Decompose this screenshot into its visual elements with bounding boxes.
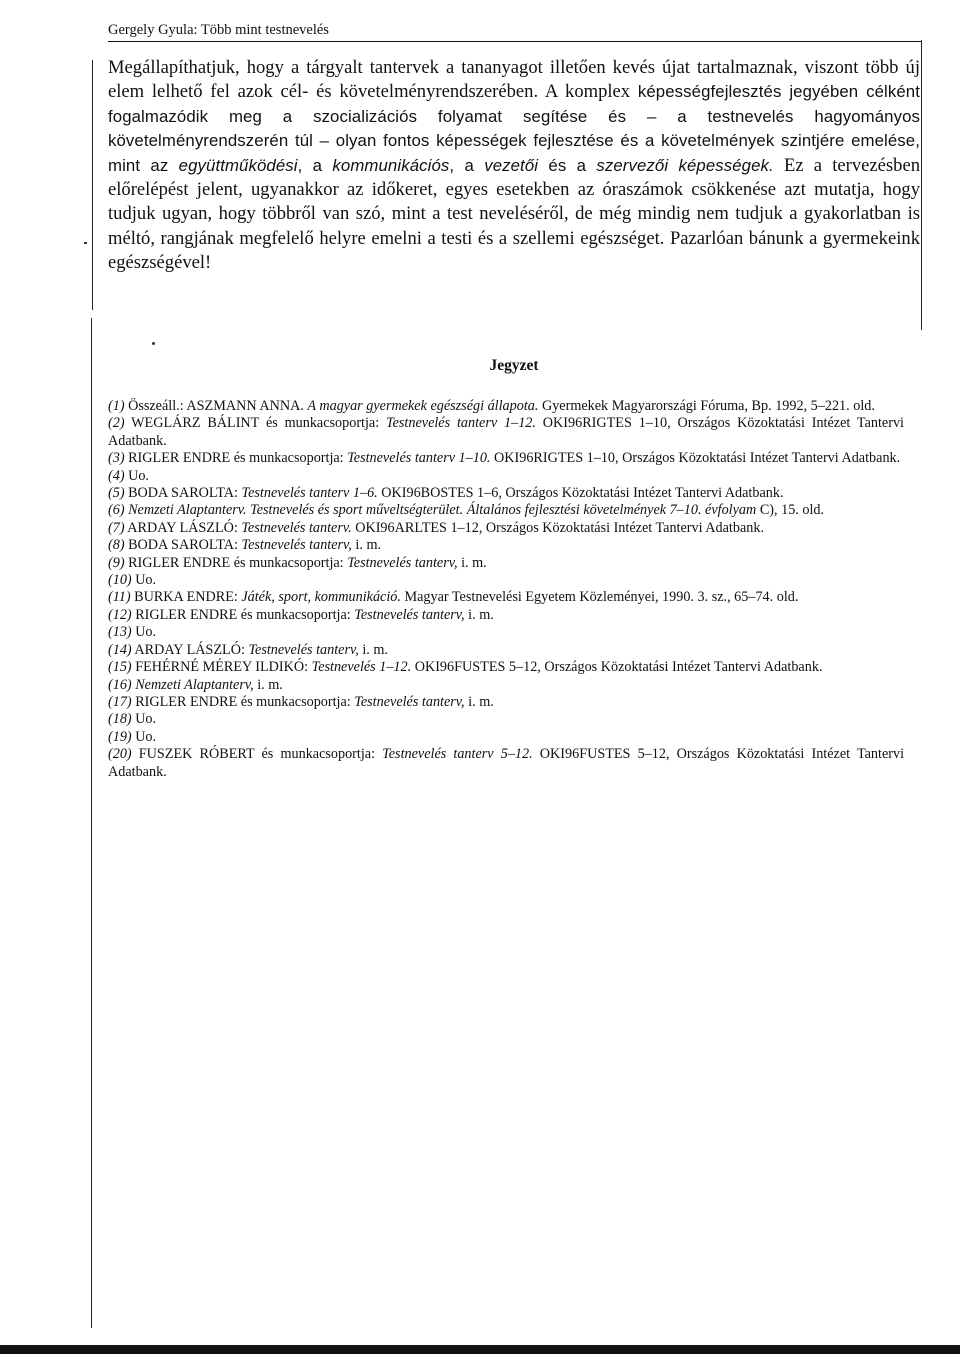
footnote-item bbox=[108, 450, 904, 467]
footnote-title: Nemzeti Alaptanterv, bbox=[135, 676, 254, 693]
footnote-number: (5) bbox=[108, 485, 125, 502]
footnote-text: Uo. bbox=[124, 467, 149, 484]
right-margin-line bbox=[921, 40, 922, 330]
footnote-item bbox=[108, 729, 904, 746]
footnote-text: Uo. bbox=[131, 711, 157, 728]
footnote-title: Testnevelés tanterv. bbox=[241, 519, 352, 536]
footnote-title: Testnevelés tanterv, bbox=[354, 606, 465, 623]
body-text-1: Megállapíthatjuk, hogy a tárgyalt tantervek a tananyagot illetően kevés újat tartalmaznak, viszont több új elem lelhető fel azok cél- és követelményrendszerében. A komplex bbox=[108, 57, 920, 103]
footnote-item bbox=[108, 694, 904, 711]
footnote-text: FUSZEK RÓBERT és munkacsoportja: bbox=[131, 746, 383, 763]
footnote-text: ARDAY LÁSZLÓ: bbox=[124, 519, 242, 536]
body-text-3: Ez a tervezésben előrelépést jelent, ugyanakkor az időkeret, egyes esetekben az óraszámok csökkenése azt mutatja, hogy tudjuk ugyan, hogy többről van szó, mint a test neveléséről, de még mindig nem tudjuk a gyakorlatban is méltó, rangjának megfelelő helyre emelni a testi és a szellemi egészséget. Pazarlóan bánunk a gyermekeink egészségével! bbox=[108, 154, 920, 274]
footnote-number: (1) bbox=[108, 398, 125, 414]
footnote-item bbox=[108, 398, 904, 415]
footnote-text: WEGLÁRZ BÁLINT és munkacsoportja: bbox=[124, 415, 387, 432]
footnote-title: A magyar gyermekek egészségi állapota. bbox=[307, 398, 539, 414]
body-text-2a: képességfejlesztés jegyében célként fogalmazódik meg a szocializációs folyamat segítése és – a testnevelés hagyományos követelményrendszerén túl – olyan fontos képességek fejlesztése és a követelmények szintjére emelése, mint az bbox=[108, 82, 920, 175]
footnote-number: (11) bbox=[108, 589, 131, 606]
emph-cooperation: együttműködési bbox=[178, 155, 298, 175]
body-paragraph bbox=[108, 56, 920, 276]
left-margin-line-lower bbox=[91, 318, 92, 1328]
page-bottom-bar bbox=[0, 1345, 960, 1354]
footnote-item bbox=[108, 415, 904, 450]
notes-list bbox=[108, 398, 904, 781]
footnote-text: RIGLER ENDRE és munkacsoportja: bbox=[124, 554, 348, 571]
footnote-number: (3) bbox=[108, 450, 125, 467]
body-text-2d: és a bbox=[538, 155, 597, 175]
footnote-item bbox=[108, 589, 904, 606]
body-text-2c: , a bbox=[449, 155, 485, 175]
left-margin-line bbox=[92, 60, 93, 310]
body-text-2b: , a bbox=[297, 155, 333, 175]
footnote-item bbox=[108, 572, 904, 589]
footnote-text: OKI96FUSTES 5–12, Országos Közoktatási Intézet Tantervi Adatbank. bbox=[108, 746, 905, 780]
footnote-item bbox=[108, 711, 904, 728]
footnote-text: Magyar Testnevelési Egyetem Közleményei, 1990. 3. sz., 65–74. old. bbox=[400, 589, 799, 606]
footnote-text: Uo. bbox=[131, 728, 157, 745]
running-header: Gergely Gyula: Több mint testnevelés bbox=[108, 22, 329, 38]
footnote-title: Testnevelés 1–12. bbox=[311, 659, 412, 676]
footnote-number: (4) bbox=[108, 467, 125, 484]
footnote-text: OKI96ARLTES 1–12, Országos Közoktatási Intézet Tantervi Adatbank. bbox=[351, 519, 765, 536]
emph-communication: kommunikációs bbox=[332, 155, 450, 175]
footnote-text: i. m. bbox=[358, 641, 388, 658]
footnote-number: (9) bbox=[108, 554, 125, 571]
footnote-title: Nemzeti Alaptanterv. Testnevelés és sport műveltségterület. Általános fejlesztési követelmények 7–10. évfolyam bbox=[128, 502, 757, 519]
footnote-text: OKI96BOSTES 1–6, Országos Közoktatási Intézet Tantervi Adatbank. bbox=[377, 485, 784, 502]
footnote-title: Testnevelés tanterv, bbox=[354, 693, 465, 710]
footnote-item bbox=[108, 624, 904, 641]
footnote-item bbox=[108, 659, 904, 676]
footnote-text: Uo. bbox=[131, 624, 157, 641]
footnote-item bbox=[108, 502, 904, 519]
footnote-text: BODA SAROLTA: bbox=[124, 485, 242, 502]
header-rule bbox=[108, 41, 922, 42]
footnote-number: (19) bbox=[108, 728, 132, 745]
footnote-text: RIGLER ENDRE és munkacsoportja: bbox=[131, 693, 355, 710]
footnote-text: OKI96FUSTES 5–12, Országos Közoktatási Intézet Tantervi Adatbank. bbox=[411, 659, 823, 676]
footnote-title: Testnevelés tanterv, bbox=[241, 537, 352, 554]
footnote-number: (2) bbox=[108, 415, 125, 432]
footnote-text: C), 15. old. bbox=[756, 502, 825, 519]
footnote-number: (14) bbox=[108, 641, 132, 658]
footnote-item bbox=[108, 555, 904, 572]
footnote-text: OKI96RIGTES 1–10, Országos Közoktatási Intézet Tantervi Adatbank. bbox=[490, 450, 901, 467]
footnote-number: (12) bbox=[108, 606, 132, 623]
footnote-text: Gyermekek Magyarországi Fóruma, Bp. 1992, 5–221. old. bbox=[538, 398, 875, 414]
footnote-text: BURKA ENDRE: bbox=[130, 589, 242, 606]
footnote-text: i. m. bbox=[457, 554, 487, 571]
footnote-text: FEHÉRNÉ MÉREY ILDIKÓ: bbox=[131, 659, 312, 676]
footnote-text: i. m. bbox=[464, 606, 494, 623]
footnote-title: Testnevelés tanterv 1–10. bbox=[347, 450, 491, 467]
footnote-item bbox=[108, 746, 904, 781]
footnote-item bbox=[108, 537, 904, 554]
footnote-number: (16) bbox=[108, 676, 132, 693]
footnote-item bbox=[108, 520, 904, 537]
footnote-text: RIGLER ENDRE és munkacsoportja: bbox=[131, 606, 355, 623]
footnote-number: (18) bbox=[108, 711, 132, 728]
footnote-title: Játék, sport, kommunikáció. bbox=[241, 589, 401, 606]
footnote-number: (17) bbox=[108, 693, 132, 710]
footnote-text: RIGLER ENDRE és munkacsoportja: bbox=[124, 450, 348, 467]
footnote-item bbox=[108, 607, 904, 624]
footnote-title: Testnevelés tanterv, bbox=[347, 554, 458, 571]
footnote-text: BODA SAROLTA: bbox=[124, 537, 242, 554]
footnote-number: (20) bbox=[108, 746, 132, 763]
footnote-item bbox=[108, 468, 904, 485]
footnote-text: Összeáll.: ASZMANN ANNA. bbox=[124, 398, 308, 414]
footnote-text: i. m. bbox=[351, 537, 382, 554]
footnote-number: (15) bbox=[108, 659, 132, 676]
footnote-number: (8) bbox=[108, 537, 125, 554]
notes-title: Jegyzet bbox=[489, 357, 539, 374]
footnote-title: Testnevelés tanterv 1–12. bbox=[386, 415, 536, 432]
footnote-item bbox=[108, 677, 904, 694]
emph-organizing: szervezői képességek. bbox=[596, 155, 774, 175]
footnote-number: (13) bbox=[108, 624, 132, 641]
footnote-text: ARDAY LÁSZLÓ: bbox=[131, 641, 249, 658]
footnote-number: (10) bbox=[108, 572, 132, 589]
footnote-item bbox=[108, 642, 904, 659]
footnote-text: Uo. bbox=[131, 572, 157, 589]
footnote-text: OKI96RIGTES 1–10, Országos Közoktatási Intézet Tantervi Adatbank. bbox=[108, 415, 904, 449]
footnote-title: Testnevelés tanterv 5–12. bbox=[382, 746, 533, 763]
footnote-number: (7) bbox=[108, 519, 125, 536]
footnote-title: Testnevelés tanterv, bbox=[248, 641, 359, 658]
footnote-text: i. m. bbox=[464, 693, 494, 710]
emph-leadership: vezetői bbox=[484, 155, 539, 175]
stray-dot bbox=[152, 342, 155, 345]
footnote-item bbox=[108, 485, 904, 502]
margin-mark bbox=[84, 242, 87, 244]
footnote-title: Testnevelés tanterv 1–6. bbox=[241, 485, 378, 502]
footnote-number: (6) bbox=[108, 502, 125, 519]
footnote-text: i. m. bbox=[253, 676, 283, 693]
